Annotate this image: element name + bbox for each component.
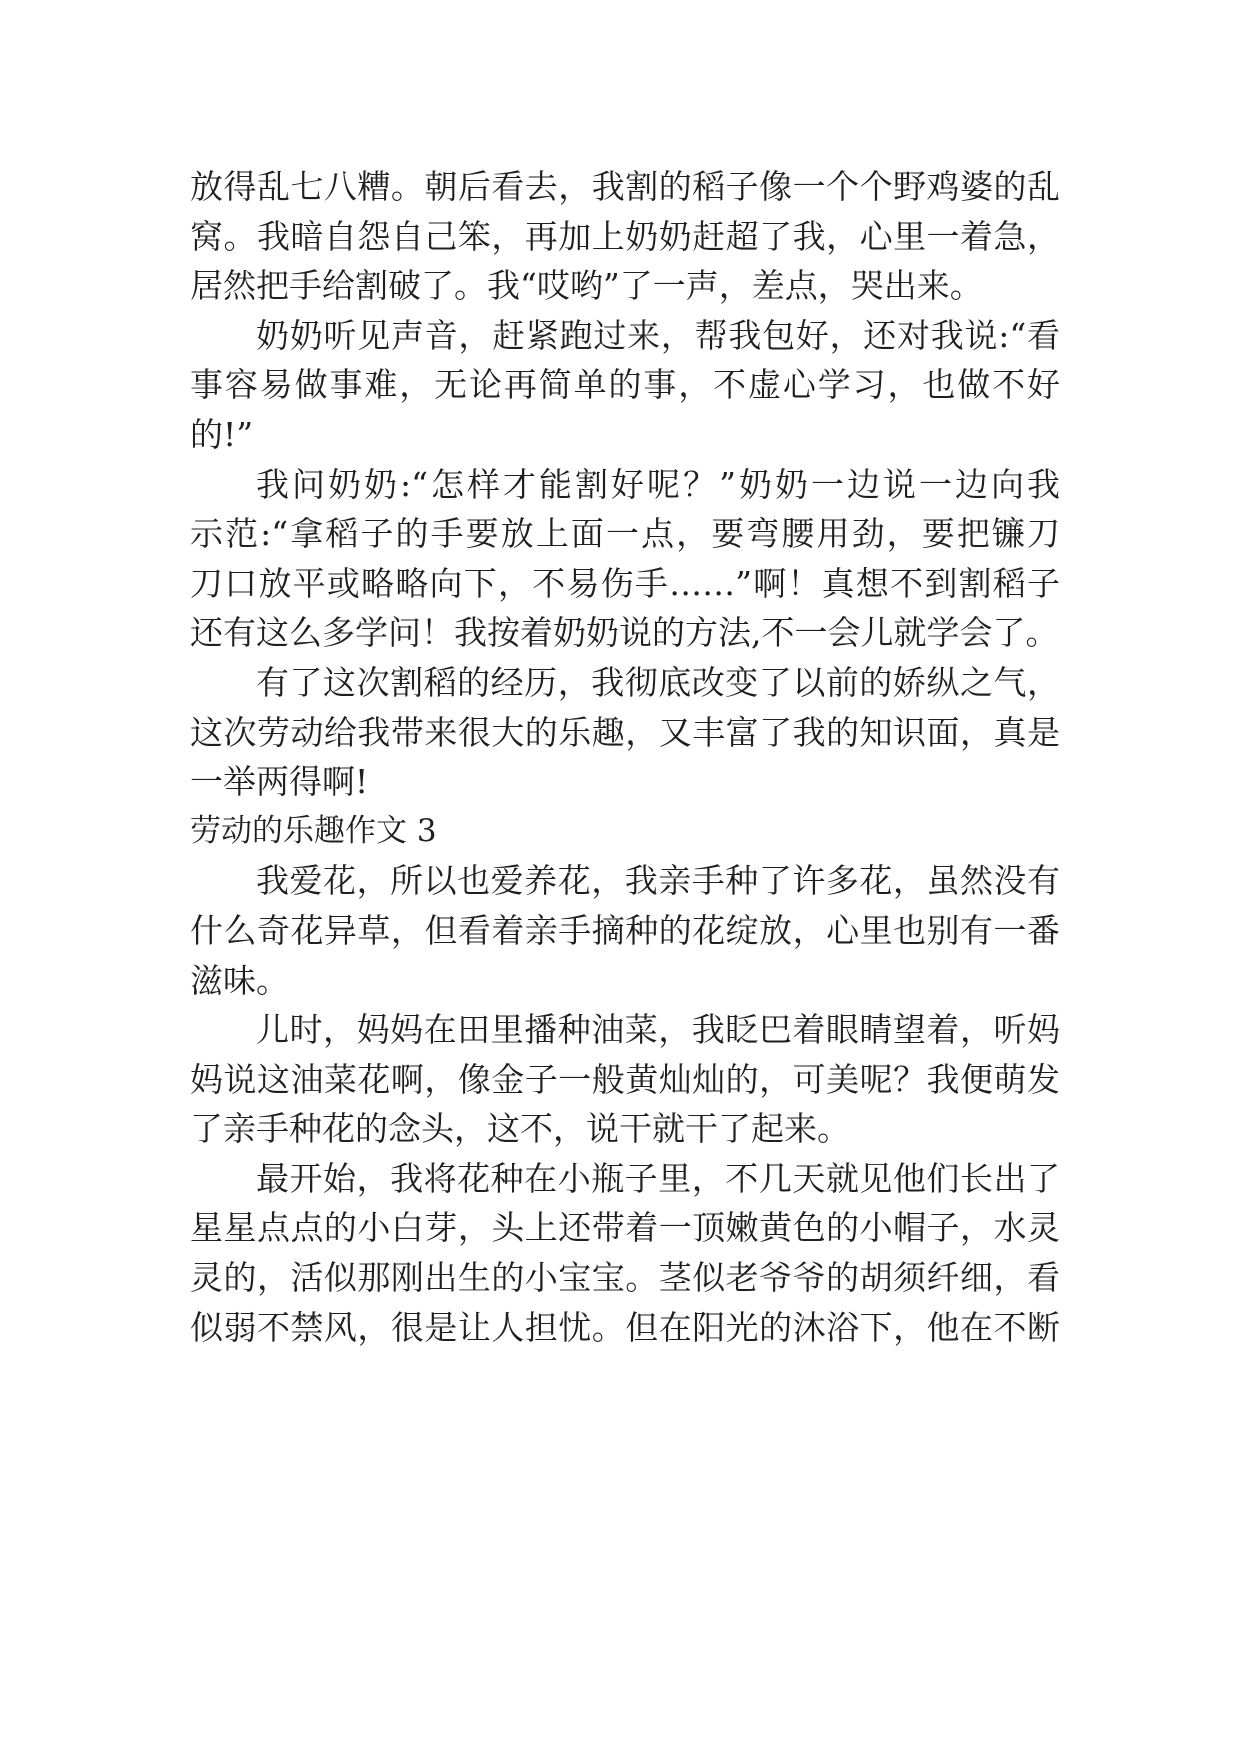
- text-line: 妈说这油菜花啊，像金子一般黄灿灿的，可美呢？我便萌发: [190, 1059, 1060, 1099]
- text-line: 还有这么多学问！我按着奶奶说的方法,不一会儿就学会了。: [190, 613, 1059, 653]
- text-line: 滋味。: [190, 960, 289, 1000]
- text-line: 了亲手种花的念头，这不，说干就干了起来。: [190, 1109, 850, 1149]
- text-line: 一举两得啊!: [190, 762, 369, 802]
- text-line: 奶奶听见声音，赶紧跑过来，帮我包好，还对我说:“看: [256, 315, 1060, 355]
- text-line: 示范:“拿稻子的手要放上面一点，要弯腰用劲，要把镰刀: [190, 514, 1060, 554]
- text-line: 似弱不禁风，很是让人担忧。但在阳光的沐浴下，他在不断: [190, 1307, 1060, 1347]
- text-line: 有了这次割稻的经历，我彻底改变了以前的娇纵之气，: [256, 662, 1060, 702]
- section-title: 劳动的乐趣作文 3: [190, 812, 437, 849]
- text-line: 什么奇花异草，但看着亲手摘种的花绽放，心里也别有一番: [190, 910, 1060, 950]
- text-line: 事容易做事难，无论再简单的事，不虚心学习，也做不好: [190, 365, 1060, 405]
- text-line: 刀口放平或略略向下，不易伤手……”啊！真想不到割稻子: [190, 563, 1060, 603]
- text-line: 灵的，活似那刚出生的小宝宝。茎似老爷爷的胡须纤细，看: [190, 1258, 1060, 1298]
- text-line: 放得乱七八糟。朝后看去，我割的稻子像一个个野鸡婆的乱: [190, 167, 1060, 206]
- text-line: 居然把手给割破了。我“哎哟”了一声，差点，哭出来。: [190, 266, 983, 306]
- text-line: 最开始，我将花种在小瓶子里，不几天就见他们长出了: [256, 1158, 1060, 1198]
- document-body: [190, 162, 1060, 1352]
- text-line: 我爱花，所以也爱养花，我亲手种了许多花，虽然没有: [256, 861, 1060, 901]
- text-line: 星星点点的小白芽，头上还带着一顶嫩黄色的小帽子，水灵: [190, 1208, 1060, 1248]
- text-line: 儿时，妈妈在田里播种油菜，我眨巴着眼睛望着，听妈: [256, 1010, 1060, 1050]
- text-line: 这次劳动给我带来很大的乐趣，又丰富了我的知识面，真是: [190, 712, 1060, 752]
- text-line: 我问奶奶:“怎样才能割好呢？”奶奶一边说一边向我: [256, 464, 1060, 504]
- text-line: 的!”: [190, 414, 254, 454]
- text-line: 窝。我暗自怨自己笨，再加上奶奶赶超了我，心里一着急，: [190, 216, 1060, 256]
